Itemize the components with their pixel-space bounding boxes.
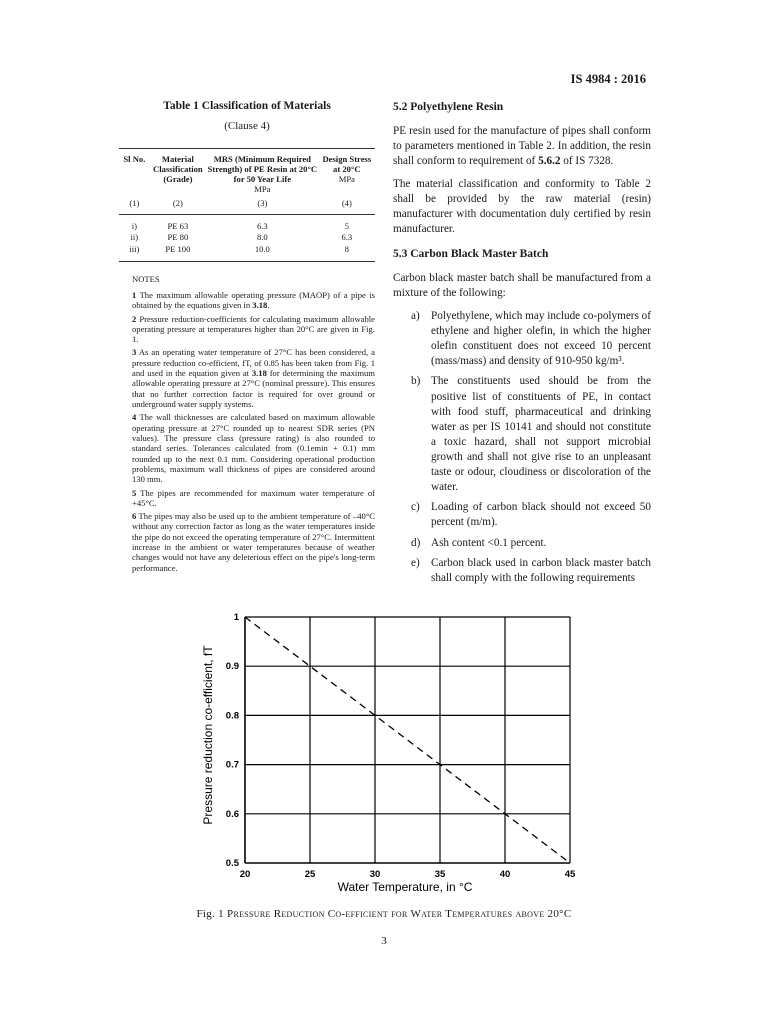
note-number: 2: [132, 313, 137, 324]
header-mrs-text: MRS (Minimum Required Strength) of PE Resin at 20°C for 50 Year Life: [207, 153, 318, 184]
y-tick-label: 0.8: [225, 710, 239, 722]
col-number: (3): [206, 195, 319, 215]
note-tail: .: [267, 300, 270, 311]
note-number: 5: [132, 487, 137, 498]
note-text: The maximum allowable operating pressure (MAOP) of a pipe is obtained by the equations given in: [132, 289, 375, 311]
note-5: [132, 488, 375, 509]
chart-series: [245, 617, 570, 863]
header-stress-unit: MPa: [338, 173, 355, 184]
header-mrs-unit: MPa: [254, 183, 271, 194]
section-5-2-para-2: The material classification and conformity to Table 2 shall be provided by the raw material (resin) manufacturer with documentation duly certified by resin manufacturer.: [393, 177, 651, 236]
table-clause: (Clause 4): [224, 119, 270, 132]
list-item: [393, 374, 651, 495]
x-tick-label: 25: [304, 869, 316, 880]
figure-1-chart: [190, 605, 590, 895]
x-tick-label: 30: [369, 869, 381, 880]
table-row: [119, 244, 375, 262]
series-line: [245, 617, 570, 863]
list-marker: d): [411, 536, 421, 549]
list-text: Loading of carbon black should not exceed 50 percent (m/m).: [431, 501, 651, 529]
list-item: [393, 500, 651, 530]
cell-material: PE 80: [167, 232, 189, 243]
cell-stress: 5: [344, 221, 349, 232]
y-axis-label: Pressure reduction co-efficient, fT: [201, 645, 215, 825]
section-heading-5-2: 5.2 Polyethylene Resin: [393, 101, 504, 113]
cell-sl: ii): [130, 232, 139, 243]
notes-heading: NOTES: [132, 273, 160, 284]
note-ref: 3.18: [251, 368, 267, 379]
header-stress: [319, 148, 375, 195]
note-number: 3: [132, 347, 137, 358]
list-text: The constituents used should be from the positive list of constituents of PE, in contact with food stuff, pharmaceutical and drinking water as per IS 10141 and should not constitute a toxic hazard, shall not support microbial growth and shall not give rise to an unpleasant taste or odour, cloudiness or discoloration of the water.: [431, 375, 651, 494]
list-item: [393, 536, 651, 551]
y-tick-label: 0.7: [225, 759, 239, 771]
cell-material: PE 63: [167, 221, 189, 232]
y-tick-label: 0.9: [225, 661, 239, 673]
note-text: The wall thicknesses are calculated based on maximum allowable operating pressure at 27°C rounded up to nearest SDR series (PN values). The pressure class (pressure rating) is also rounded to standard series. Tolerances calculated from (0.1emin + 0.1) mm rounded up to the next 0.1 mm. Considering operational production problems, maximum wall thickness of pipes are considered around 130 mm.: [132, 412, 375, 485]
x-tick-label: 20: [239, 869, 251, 880]
x-tick-label: 40: [499, 869, 511, 880]
note-text: As an operating water temperature of 27°C has been considered, a pressure reduction co-efficient, fT, of 0.85 has been taken from Fig. 1 and used in the equation given at: [132, 347, 375, 379]
para-text: of IS 7328.: [560, 154, 614, 167]
cell-mrs: 6.3: [256, 221, 268, 232]
left-column: [119, 100, 375, 576]
list-marker: a): [411, 310, 420, 323]
cell-stress: 8: [319, 244, 375, 262]
note-tail: for determining the maximum allowable operating pressure at 27°C (nominal pressure). This ensures that no further correction factor is required for over ground or underground water supply systems.: [132, 368, 375, 410]
col-number: (2): [150, 195, 206, 215]
table-row: [119, 215, 375, 233]
note-2: [132, 314, 375, 345]
col-number: (4): [319, 195, 375, 215]
list-item: [393, 309, 651, 369]
table-title: Table 1 Classification of Materials: [163, 100, 331, 112]
list-text: Carbon black used in carbon black master batch shall comply with the following requirements: [431, 556, 651, 584]
header-stress-text: Design Stress at 20°C: [322, 153, 372, 174]
list-text: Polyethylene, which may include co-polymers of ethylene and higher olefin, in which the higher olefin constituent does not exceed 10 percent (mass/mass) and density of 910-950 kg/m³.: [431, 310, 651, 368]
note-3: [132, 347, 375, 409]
list-marker: c): [411, 501, 420, 514]
cell-sl: i): [131, 221, 137, 232]
cell-sl: iii): [119, 244, 150, 262]
cell-stress: 6.3: [341, 232, 353, 243]
note-6: [132, 511, 375, 573]
x-axis-label: Water Temperature, in °C: [337, 880, 473, 894]
para-text: PE resin used for the manufacture of pipes shall conform to parameters mentioned in Table 2. In addition, the resin shall conform to requirement of: [393, 124, 651, 167]
section-5-2-para-1: [393, 124, 651, 169]
page-number: 3: [381, 935, 387, 947]
figure-caption-text: Pressure Reduction Co-efficient for Water Temperatures above 20°C: [227, 908, 572, 920]
figure-caption-prefix: Fig. 1: [196, 908, 224, 920]
header-material: Material Classification (Grade): [150, 148, 206, 195]
header-sl: Sl No.: [119, 148, 150, 195]
list-marker: b): [411, 375, 421, 388]
list-text: Ash content <0.1 percent.: [431, 536, 547, 549]
section-5-3-intro: Carbon black master batch shall be manufactured from a mixture of the following:: [393, 271, 651, 299]
list-marker: e): [411, 556, 420, 569]
note-number: 4: [132, 412, 137, 423]
classification-table: [119, 148, 375, 262]
x-tick-label: 45: [564, 869, 576, 880]
right-column: [393, 100, 651, 591]
y-tick-label: 0.5: [225, 858, 239, 869]
figure-caption: [0, 908, 768, 920]
note-text: The pipes may also be used up to the ambient temperature of –40°C without any correction factor as long as the water temperatures inside the pipe do not exceed the operating temperature of 27°C. Intermittent increase in the ambient or water temperatures because of weather changes would not have any deleterious effect on the pipe's long-term performance.: [132, 511, 375, 573]
note-number: 1: [132, 289, 137, 300]
cell-material: PE 100: [150, 244, 206, 262]
col-number: (1): [119, 195, 150, 215]
section-heading-5-3: 5.3 Carbon Black Master Batch: [393, 248, 549, 261]
note-number: 6: [132, 511, 137, 522]
header-mrs: [206, 148, 319, 195]
note-text: The pipes are recommended for maximum water temperature of +45°C.: [132, 487, 375, 508]
note-ref: 3.18: [252, 300, 268, 311]
note-text: Pressure reduction-coefficients for calculating maximum allowable operating pressure at temperatures higher than 20°C are given in Fig. 1.: [132, 313, 375, 345]
list-item: [393, 556, 651, 586]
standard-code: IS 4984 : 2016: [570, 72, 646, 86]
chart-svg: [190, 605, 590, 895]
x-tick-label: 35: [434, 869, 446, 880]
note-1: [132, 290, 375, 311]
note-4: [132, 412, 375, 484]
cell-mrs: 10.0: [206, 244, 319, 262]
y-tick-label: 1: [233, 612, 239, 623]
table-row: [119, 232, 375, 243]
para-ref: 5.6.2: [538, 154, 561, 167]
chart-ticks: [226, 612, 576, 880]
cell-mrs: 8.0: [256, 232, 268, 243]
y-tick-label: 0.6: [225, 808, 239, 820]
